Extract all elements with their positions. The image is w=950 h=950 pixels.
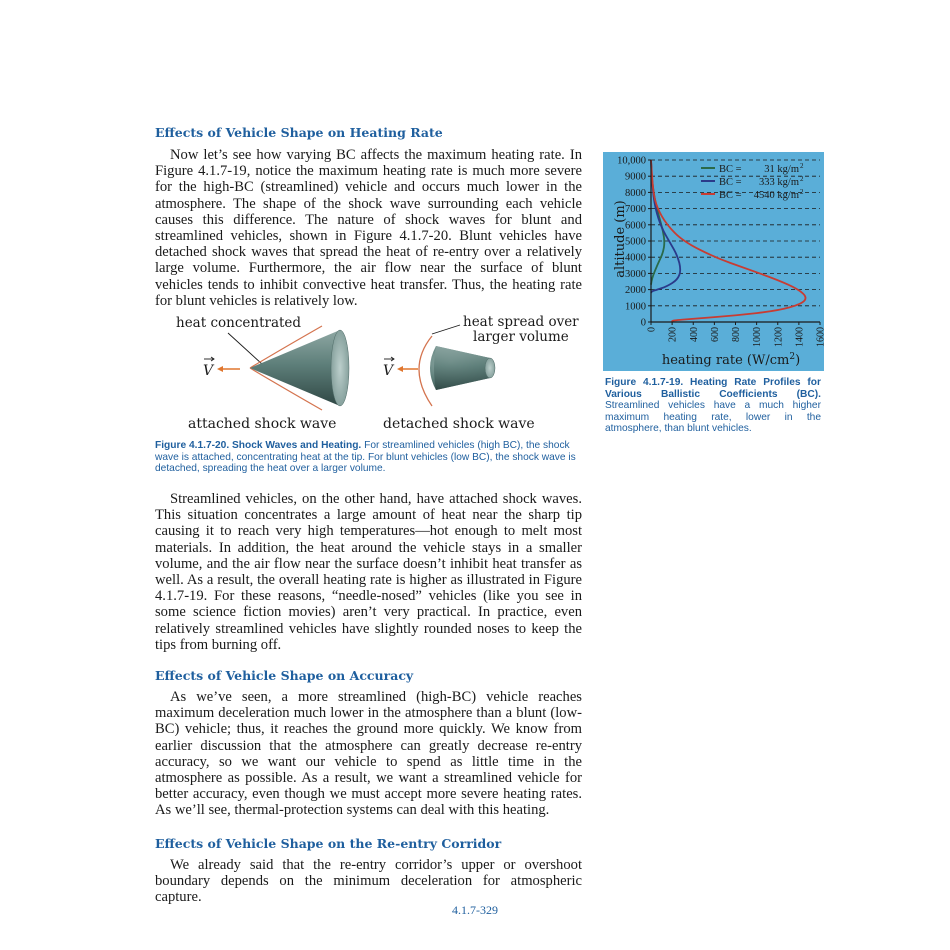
y-tick-label: 1000 — [625, 301, 646, 313]
legend-label-1: BC = — [719, 164, 742, 175]
x-tick-label: 1200 — [773, 327, 785, 347]
legend-exp-3: 2 — [800, 188, 804, 196]
x-axis-label-close: ) — [795, 353, 801, 368]
label-attached-shock-wave: attached shock wave — [188, 416, 337, 432]
paragraph-accuracy: As we’ve seen, a more streamlined (high-BC) vehicle reaches maximum deceleration much lower in the atmosphere than a blunt (low-BC) vehicle; thus, it reaches the ground more quickly. We know from earlier discussion that the atmosphere can greatly decrease re-entry accuracy, so we want our vehicle to spend as little time in the atmosphere as possible. As a result, we want a streamlined vehicle for better accuracy, even though we must accept more severe heating rates. As we’ll see, thermal-protection systems can deal with this heating. — [155, 689, 582, 819]
shock-wave-figure — [170, 312, 590, 437]
velocity-symbol-blunt: V — [383, 363, 394, 379]
y-tick-label: 10,000 — [617, 155, 646, 167]
y-tick-label: 3000 — [625, 268, 646, 280]
section-heading-corridor: Effects of Vehicle Shape on the Re-entry Corridor — [155, 836, 502, 851]
y-tick-label: 0 — [640, 317, 646, 329]
legend-label-2: BC = — [719, 177, 742, 188]
x-axis-label-main: heating rate (W/cm — [661, 353, 790, 368]
y-tick-label: 9000 — [625, 171, 646, 183]
x-tick-label: 200 — [667, 327, 679, 342]
label-heat-spread-line2: larger volume — [473, 329, 569, 345]
legend-value-1: 31 kg/m — [764, 164, 799, 175]
x-tick-label: 400 — [688, 327, 700, 342]
x-tick-label: 600 — [709, 327, 721, 342]
blunt-body-base — [485, 358, 495, 378]
heating-rate-chart — [603, 152, 827, 371]
y-tick-label: 2000 — [625, 285, 646, 297]
legend-value-3: 4540 kg/m — [753, 190, 799, 201]
legend-exp-2: 2 — [800, 175, 804, 183]
legend-exp-1: 2 — [800, 162, 804, 170]
leader-line-spread — [432, 325, 460, 334]
paragraph-corridor: We already said that the re-entry corridor’s upper or overshoot boundary depends on the minimum deceleration for atmospheric capture. — [155, 857, 582, 906]
y-tick-label: 4000 — [625, 252, 646, 264]
x-tick-label: 1000 — [752, 327, 764, 347]
velocity-arrow-blunt — [383, 357, 418, 379]
caption-figure-20-title: Figure 4.1.7-20. Shock Waves and Heating. — [155, 440, 362, 451]
velocity-arrow-streamlined — [203, 357, 240, 379]
label-heat-concentrated: heat concentrated — [176, 315, 302, 331]
caption-figure-19-title: Figure 4.1.7-19. Heating Rate Profiles for Various Ballistic Coefficients (BC). — [605, 377, 821, 400]
legend-label-3: BC = — [719, 190, 742, 201]
page-number: 4.1.7-329 — [452, 903, 498, 917]
caption-figure-19 — [605, 377, 821, 435]
x-axis-label-exp: 2 — [789, 352, 796, 362]
paragraph-streamlined: Streamlined vehicles, on the other hand, have attached shock waves. This situation concentrates a large amount of heat near the sharp tip causing it to reach very high temperatures—hot enough to melt most materials. In addition, the heat around the vehicle stays in a smaller volume, and the air flow near the surface doesn’t inhibit heat transfer as well. As a result, the overall heating rate is higher as illustrated in Figure 4.1.7-19. For these reasons, “needle-nosed” vehicles (like you see in some science fiction movies) aren’t very practical. In practice, even relatively streamlined vehicles have slightly rounded noses to keep the tips from burning off. — [155, 491, 582, 653]
x-tick-label: 1400 — [794, 327, 806, 347]
label-detached-shock-wave: detached shock wave — [383, 416, 535, 432]
y-tick-label: 5000 — [625, 236, 646, 248]
detached-shock-wave-curve — [419, 336, 432, 406]
caption-figure-20 — [155, 440, 585, 475]
caption-figure-19-text: Streamlined vehicles have a much higher maximum heating rate, lower in the atmosphere, than blunt vehicles. — [605, 400, 821, 434]
section-heading-accuracy: Effects of Vehicle Shape on Accuracy — [155, 668, 414, 683]
y-tick-label: 7000 — [625, 204, 646, 216]
y-axis-label: altitude (m) — [613, 200, 628, 278]
velocity-symbol-streamlined: V — [203, 363, 214, 379]
x-tick-label: 1600 — [815, 327, 827, 347]
paragraph-heating-intro: Now let’s see how varying BC affects the maximum heating rate. In Figure 4.1.7-19, notice the maximum heating rate is much more severe for the high-BC (streamlined) vehicle and occurs much lower in the atmosphere. The shape of the shock wave surrounding each vehicle causes this difference. The nature of shock waves for blunt and streamlined vehicles, shown in Figure 4.1.7-20. Blunt vehicles have detached shock waves that spread the heat of re-entry over a relatively large volume. Furthermore, the air flow near the surface of blunt vehicles tends to inhibit convective heat transfer. Thus, the heating rate for blunt vehicles is relatively low. — [155, 147, 582, 309]
section-heading-heating-rate: Effects of Vehicle Shape on Heating Rate — [155, 125, 443, 140]
x-tick-label: 800 — [731, 327, 742, 342]
x-axis-label — [662, 352, 800, 368]
caption-figure-20-text: For streamlined vehicles (high BC), the shock wave is attached, concentrating heat at the tip. For blunt vehicles (low BC), the shock wave is detached, spreading the heat over a larger volume. — [155, 440, 576, 474]
leader-line-concentrated — [228, 333, 262, 364]
x-tick-label: 0 — [646, 327, 658, 332]
label-heat-spread-line1: heat spread over — [463, 314, 579, 330]
y-tick-label: 8000 — [625, 187, 646, 199]
blunt-body-side — [434, 346, 490, 390]
y-tick-label: 6000 — [625, 220, 646, 232]
streamlined-cone-base — [331, 330, 349, 406]
legend-value-2: 333 kg/m — [759, 177, 799, 188]
